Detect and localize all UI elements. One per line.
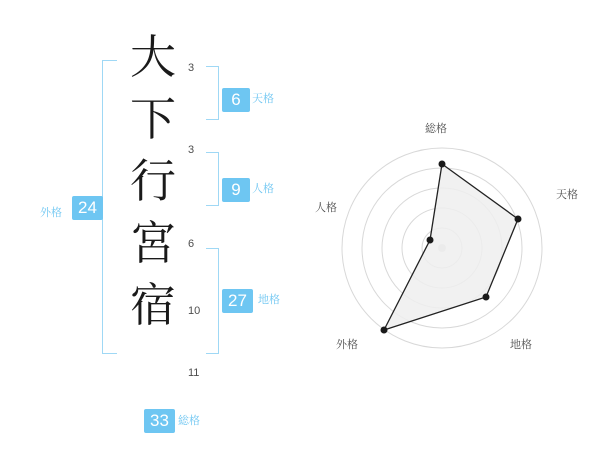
kanji-column <box>122 26 184 336</box>
kanji-char-2: 下 <box>130 92 176 146</box>
gaikaku-value: 24 <box>72 196 103 220</box>
stroke-count-4: 10 <box>188 305 201 317</box>
jinkaku-bracket <box>206 152 219 206</box>
kanji-char-5: 宿 <box>130 278 176 332</box>
radar-label-gaikaku: 外格 <box>336 339 358 351</box>
tenkaku-value: 6 <box>222 88 250 112</box>
radar-point-jinkaku <box>427 237 434 244</box>
soukaku-value: 33 <box>144 409 175 433</box>
jinkaku-value: 9 <box>222 178 250 202</box>
radar-point-soukaku <box>439 161 446 168</box>
radar-point-tenkaku <box>515 216 522 223</box>
radar-label-tenkaku: 天格 <box>556 189 578 201</box>
stroke-count-1: 3 <box>188 62 195 74</box>
name-stroke-panel <box>0 0 300 470</box>
radar-chart-svg <box>300 0 600 470</box>
stroke-count-3: 6 <box>188 238 195 250</box>
tenkaku-bracket <box>206 66 219 120</box>
kanji-char-4: 宮 <box>130 216 176 270</box>
chikaku-bracket <box>206 248 219 354</box>
radar-label-chikaku: 地格 <box>510 339 532 351</box>
stroke-count-2: 3 <box>188 144 195 156</box>
gaikaku-label: 外格 <box>40 207 62 219</box>
chikaku-label: 地格 <box>258 294 280 306</box>
kanji-char-3: 行 <box>130 154 176 208</box>
radar-label-jinkaku: 人格 <box>315 202 337 214</box>
jinkaku-label: 人格 <box>252 183 274 195</box>
radar-label-soukaku: 総格 <box>425 123 447 135</box>
radar-point-gaikaku <box>381 327 388 334</box>
radar-point-chikaku <box>483 294 490 301</box>
tenkaku-label: 天格 <box>252 93 274 105</box>
soukaku-label: 総格 <box>178 415 200 427</box>
chikaku-value: 27 <box>222 289 253 313</box>
outer-bracket <box>102 60 117 354</box>
kanji-char-1: 大 <box>130 30 176 84</box>
stroke-count-5: 11 <box>188 367 200 379</box>
radar-chart-panel <box>300 0 600 470</box>
